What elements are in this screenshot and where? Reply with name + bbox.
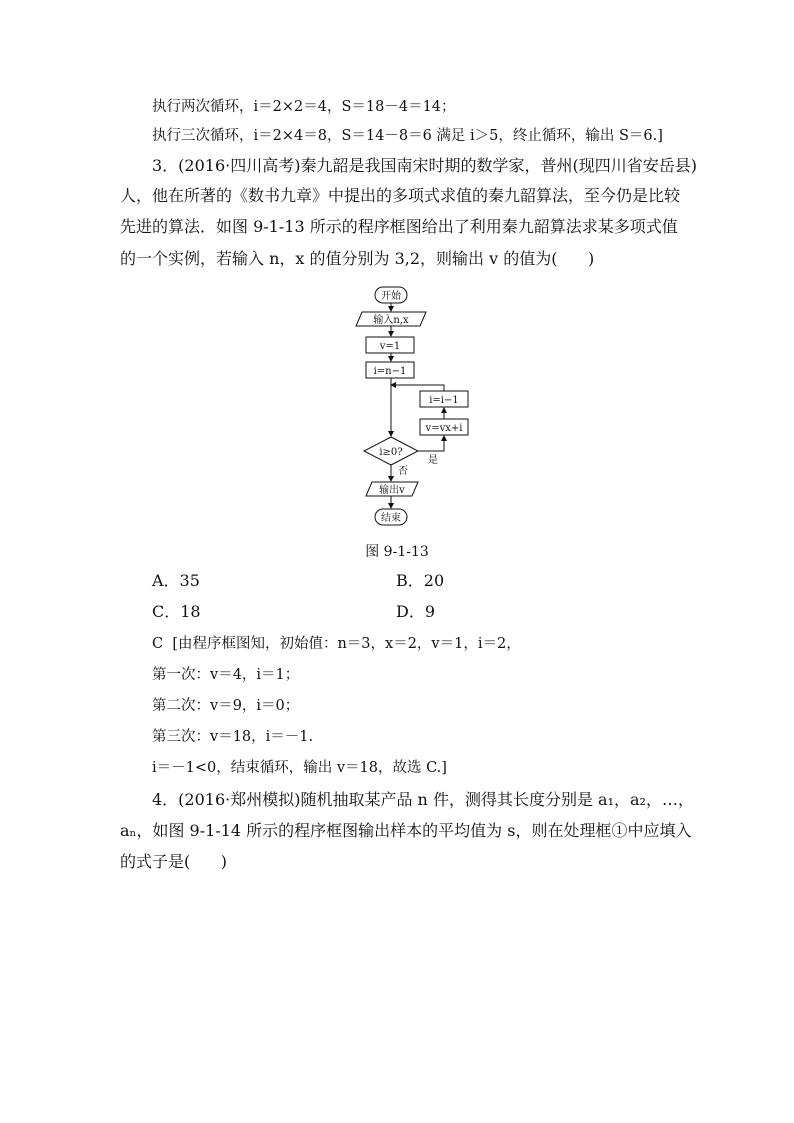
decrement-label: i=i−1: [429, 395, 459, 406]
end-label: 结束: [381, 513, 401, 524]
option-a: A．35: [152, 571, 200, 590]
option-c: C．18: [152, 602, 201, 621]
question-4-line-2: aₙ，如图 9-1-14 所示的程序框图输出样本的平均值为 s，则在处理框①中应填入: [120, 821, 692, 840]
answer-line-3: 第二次：v＝9，i＝0；: [152, 698, 300, 714]
yes-label: 是: [428, 455, 438, 466]
init-v-label: v=1: [379, 341, 401, 352]
option-b: B．20: [396, 571, 445, 590]
figure-caption: 图 9-1-13: [365, 544, 429, 560]
output-label: 输出v: [379, 485, 405, 496]
question-3-line-2: 人，他在所著的《数书九章》中提出的多项式求值的秦九韶算法，至今仍是比较: [120, 186, 681, 205]
question-3-line-1: 3．(2016·四川高考)秦九韶是我国南宋时期的数学家，普州(现四川省安岳县): [152, 156, 697, 175]
question-4-line-3: 的式子是( ): [120, 852, 228, 871]
question-3-line-3: 先进的算法．如图 9-1-13 所示的程序框图给出了利用秦九韶算法求某多项式值: [120, 217, 678, 236]
init-i-label: i=n−1: [373, 366, 407, 377]
answer-line-5: i＝－1<0，结束循环，输出 v＝18，故选 C.]: [152, 760, 447, 776]
solution-line-1: 执行两次循环，i＝2×2＝4，S＝18－4＝14；: [152, 99, 456, 115]
update-label: v=vx+i: [425, 423, 463, 434]
answer-line-1: C [由程序框图知，初始值：n＝3，x＝2，v＝1，i＝2，: [152, 636, 521, 652]
input-label: 输入n,x: [373, 315, 409, 326]
no-label: 否: [398, 466, 408, 477]
solution-line-2: 执行三次循环，i＝2×4＝8，S＝14－8＝6 满足 i＞5，终止循环，输出 S＝6.]: [152, 128, 663, 144]
arrow-loop-back: [391, 385, 444, 391]
arrow-yes-branch: [418, 436, 444, 451]
answer-line-2: 第一次：v＝4，i＝1；: [152, 667, 300, 683]
start-label: 开始: [381, 291, 401, 302]
question-3-line-4: 的一个实例，若输入 n，x 的值分别为 3,2，则输出 v 的值为( ): [120, 249, 595, 268]
answer-line-4: 第三次：v＝18，i＝－1.: [152, 729, 314, 745]
question-4-line-1: 4．(2016·郑州模拟)随机抽取某产品 n 件，测得其长度分别是 a₁，a₂，…，: [152, 790, 694, 809]
option-d: D．9: [396, 602, 436, 621]
condition-label: i≥0?: [379, 447, 403, 458]
